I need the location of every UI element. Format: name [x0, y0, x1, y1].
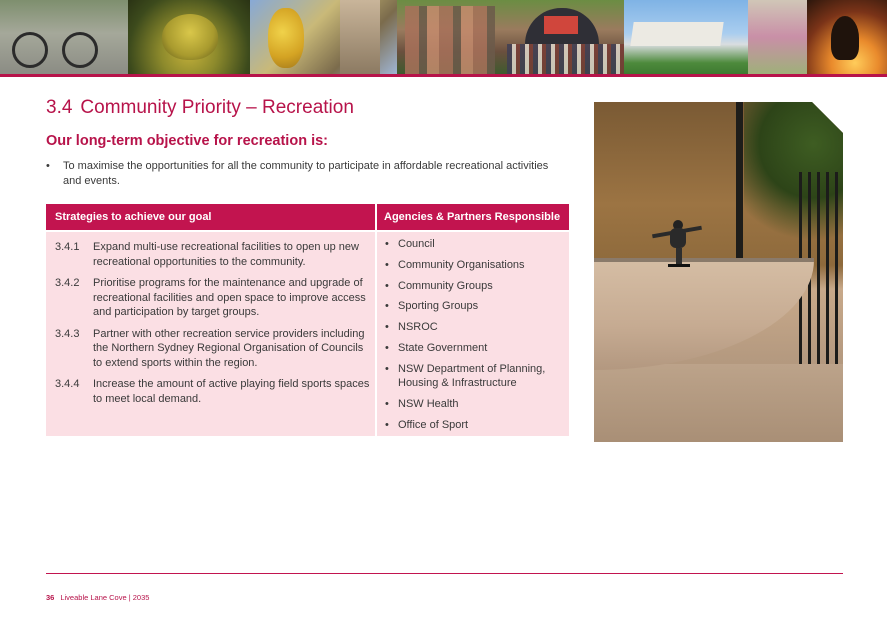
banner-photo-frog	[128, 0, 250, 74]
banner-photo-event	[397, 0, 624, 74]
objective-bullet	[46, 159, 566, 189]
partner-item: • Community Organisations	[377, 258, 569, 273]
strategy-number: 3.4.2	[55, 277, 80, 289]
photo-floor	[594, 364, 843, 442]
objective-heading: Our long-term objective for recreation is:	[46, 133, 328, 149]
objective-text: To maximise the opportunities for all the community to participate in affordable recreational activities and events.	[63, 160, 549, 187]
header-partners: Agencies & Partners Responsible	[384, 211, 561, 223]
partner-item: • NSROC	[377, 320, 569, 335]
partner-item: • NSW Department of Planning, Housing & Infrastructure	[377, 362, 569, 391]
section-number: 3.4	[46, 97, 73, 118]
bullet-icon: •	[46, 160, 50, 172]
photo-banner	[0, 0, 887, 74]
table-header	[46, 204, 569, 230]
partner-item: • NSW Health	[377, 397, 569, 412]
header-strategies: Strategies to achieve our goal	[55, 211, 212, 223]
header-divider	[375, 204, 377, 230]
strategy-item	[46, 276, 375, 320]
document-title: Liveable Lane Cove | 2035	[60, 593, 150, 602]
skate-ramp	[594, 260, 814, 370]
section-title: Community Priority – Recreation	[80, 97, 354, 118]
footer-divider	[46, 573, 843, 574]
photo-post	[736, 102, 743, 262]
banner-divider	[0, 74, 887, 77]
partners-list	[377, 237, 569, 439]
partner-item: • Office of Sport	[377, 418, 569, 433]
strategy-text: Partner with other recreation service providers including the Northern Sydney Regional Organisation of Councils to extend sports within the region.	[93, 327, 365, 369]
page-footer	[46, 593, 149, 602]
page-number: 36	[46, 593, 55, 602]
strategies-list	[46, 240, 375, 413]
partner-item: • Sporting Groups	[377, 299, 569, 314]
banner-photo-child	[748, 0, 807, 74]
page-title	[46, 97, 354, 119]
banner-photo-park-building	[624, 0, 748, 74]
strategy-item	[46, 327, 375, 371]
strategy-text: Prioritise programs for the maintenance and upgrade of recreational facilities and open space to improve access and participation by target groups.	[93, 277, 366, 318]
ramp-coping	[594, 258, 814, 262]
strategy-number: 3.4.1	[55, 241, 80, 253]
skater-figure	[662, 220, 696, 268]
strategy-number: 3.4.3	[55, 327, 80, 340]
strategy-text: Increase the amount of active playing field sports spaces to meet local demand.	[93, 378, 370, 405]
banner-photo-sculpture	[250, 0, 397, 74]
skatepark-photo	[594, 102, 843, 442]
banner-photo-bicycle	[0, 0, 128, 74]
strategy-text: Expand multi-use recreational facilities to open up new recreational opportunities to the community.	[93, 241, 359, 268]
partner-item: • State Government	[377, 341, 569, 356]
strategy-item	[46, 377, 375, 406]
strategies-table	[46, 204, 569, 436]
strategy-number: 3.4.4	[55, 378, 80, 390]
banner-photo-kookaburra	[807, 0, 887, 74]
partner-item: • Council	[377, 237, 569, 252]
partners-column	[377, 232, 569, 436]
strategies-column	[46, 232, 375, 436]
partner-item: • Community Groups	[377, 279, 569, 294]
strategy-item	[46, 240, 375, 269]
